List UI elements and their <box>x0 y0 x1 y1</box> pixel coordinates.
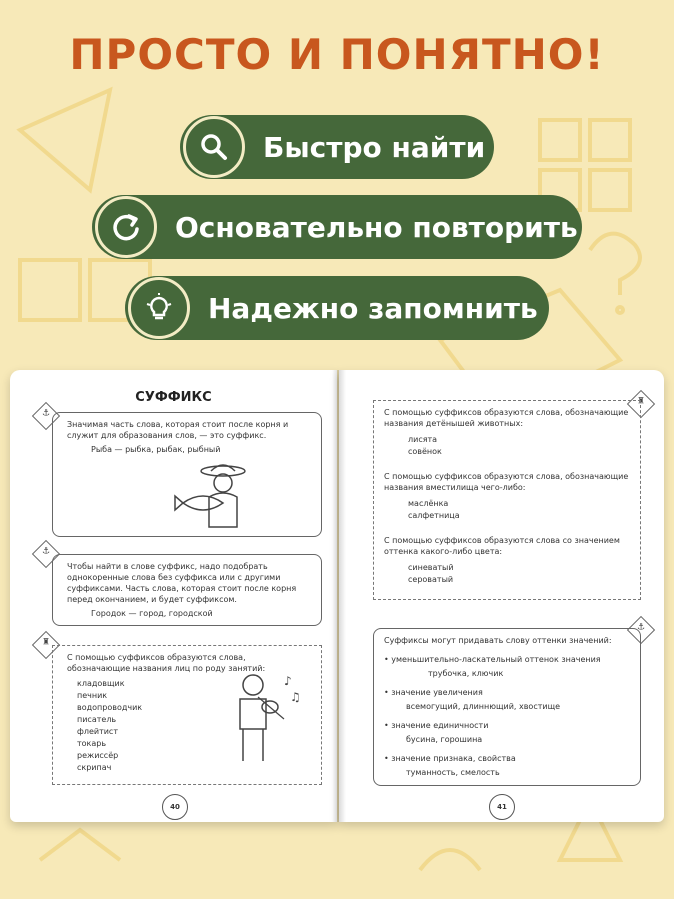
word-item: флейтист <box>77 727 118 736</box>
bullet-examples: туманность, смелость <box>406 768 500 777</box>
right-page <box>339 370 664 822</box>
open-book <box>10 370 664 822</box>
rule-text: Чтобы найти в слове суффикс, надо подобрать однокоренные слова без суффикса или с другими суффиксами. Часть слова, которая стоит после корня перед окончанием, и будет суффиксом. <box>67 562 297 604</box>
feature-pill-remember <box>125 276 549 340</box>
lighthouse-badge: ♜ <box>627 390 655 418</box>
svg-text:♫: ♫ <box>290 690 301 704</box>
feature-label-repeat: Основательно повторить <box>175 210 578 244</box>
headline: ПРОСТО И ПОНЯТНО! <box>69 30 605 79</box>
bullet-label: уменьшительно-ласкательный оттенок значения <box>391 655 601 664</box>
word-item: токарь <box>77 739 107 748</box>
feature-label-remember: Надежно запомнить <box>208 291 538 325</box>
shades-box <box>373 628 641 786</box>
group-text: С помощью суффиксов образуются слова, обозначающие названия детёнышей животных: <box>384 408 629 428</box>
bullet-label: значение признака, свойства <box>391 754 516 763</box>
word-item: водопроводчик <box>77 703 143 712</box>
left-page-title: СУФФИКС <box>135 390 212 405</box>
lightbulb-icon <box>128 277 190 339</box>
group-text: С помощью суффиксов образуются слова со значением оттенка какого-либо цвета: <box>384 536 620 556</box>
rule-box <box>52 554 322 626</box>
fisherman-illustration <box>173 463 263 533</box>
bullet-examples: трубочка, ключик <box>428 669 504 678</box>
lighthouse-badge: ♜ <box>32 631 60 659</box>
bullet-label: значение единичности <box>391 721 489 730</box>
professions-intro: С помощью суффиксов образуются слова, обозначающие названия лиц по роду занятий: <box>67 653 266 673</box>
word-item: скрипач <box>77 763 112 772</box>
word-item: кладовщик <box>77 679 125 688</box>
definition-text: Значимая часть слова, которая стоит после корня и служит для образования слов, — это суффикс. <box>67 420 289 440</box>
bullet-item: • уменьшительно-ласкательный оттенок значения <box>384 655 601 664</box>
search-icon <box>183 116 245 178</box>
formation-box <box>373 400 641 600</box>
anchor-badge: ⚓ <box>32 402 60 430</box>
definition-example: Рыба — рыбка, рыбак, рыбный <box>91 445 221 454</box>
bullet-label: значение увеличения <box>391 688 483 697</box>
word-item: режиссёр <box>77 751 119 760</box>
left-page <box>10 370 337 822</box>
word-item: лисята <box>408 435 438 444</box>
definition-box <box>52 412 322 537</box>
shades-intro: Суффиксы могут придавать слову оттенки значений: <box>384 636 612 645</box>
rule-example: Городок — город, городской <box>91 609 213 618</box>
feature-pill-find <box>180 115 494 179</box>
anchor-badge: ⚓ <box>32 540 60 568</box>
bullet-examples: бусина, горошина <box>406 735 483 744</box>
bullet-item: • значение увеличения <box>384 688 483 697</box>
bullet-item: • значение признака, свойства <box>384 754 516 763</box>
book-spine <box>332 370 346 822</box>
svg-text:♪: ♪ <box>284 674 292 688</box>
page-number: 40 <box>162 794 188 820</box>
word-item: совёнок <box>408 447 442 456</box>
word-item: печник <box>77 691 108 700</box>
professions-box <box>52 645 322 785</box>
refresh-icon <box>95 196 157 258</box>
word-item: салфетница <box>408 511 460 520</box>
word-item: маслёнка <box>408 499 449 508</box>
page-number: 41 <box>489 794 515 820</box>
violinist-illustration <box>218 671 301 766</box>
word-item: синеватый <box>408 563 454 572</box>
group-text: С помощью суффиксов образуются слова, обозначающие названия вместилища чего-либо: <box>384 472 629 492</box>
feature-label-find: Быстро найти <box>263 130 486 164</box>
feature-pill-repeat <box>92 195 582 259</box>
word-item: писатель <box>77 715 117 724</box>
bullet-item: • значение единичности <box>384 721 489 730</box>
word-item: сероватый <box>408 575 454 584</box>
bullet-examples: всемогущий, длиннющий, хвостище <box>406 702 561 711</box>
anchor-badge: ⚓ <box>627 616 655 644</box>
